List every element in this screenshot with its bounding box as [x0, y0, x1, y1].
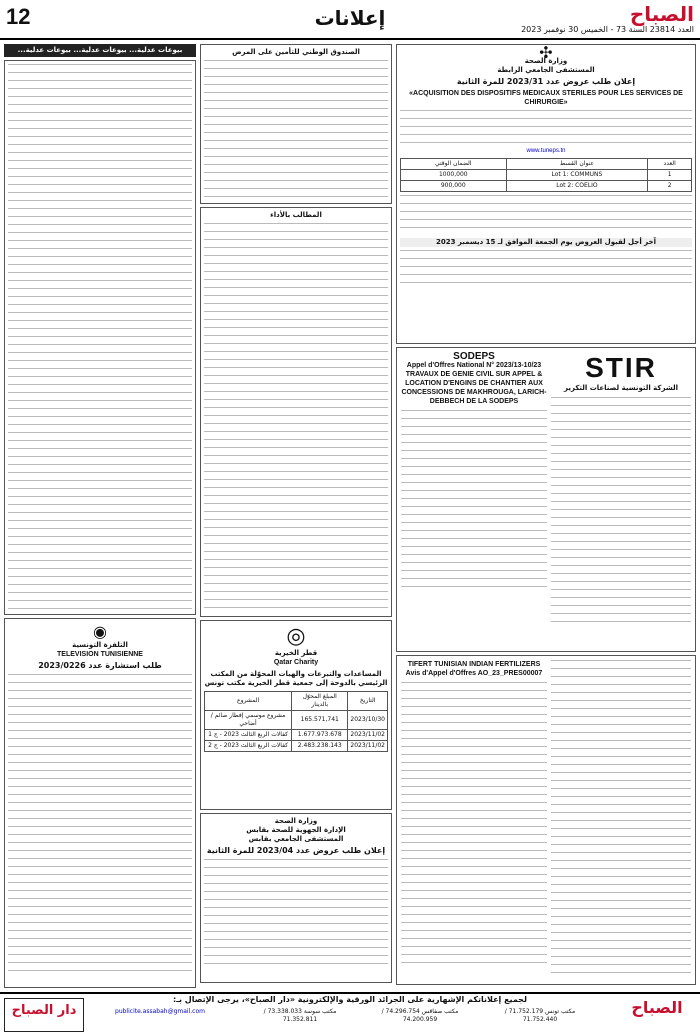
gabes-hospital: المستشفى الجامعي بقابس [248, 835, 344, 843]
tv-ad-title: طلب استشارة عدد 2023/0226 [38, 661, 162, 670]
qatar-cell: 2.483.238.143 [292, 741, 348, 752]
qatar-name-ar: قطر الخيرية [274, 649, 318, 657]
qatar-cell: 2023/11/02 [348, 730, 388, 741]
notice-block [551, 660, 691, 975]
table-row [205, 741, 388, 752]
lots-cell: 1 [648, 170, 692, 181]
table-row [205, 730, 388, 741]
judicial-sales-body [8, 64, 192, 609]
mid-ad-2-title: المطالب بالأداء [270, 211, 322, 219]
tv-ad [4, 618, 196, 988]
tifert-body [401, 682, 547, 967]
tuneps-link[interactable]: www.tuneps.tn [526, 148, 566, 154]
office-tunis: مكتب تونس 71.752.179 / 71.752.440 [504, 1008, 576, 1023]
assabah-footer-logo: الصباح [631, 998, 683, 1017]
mid-ad-2-body [204, 223, 388, 613]
page-number: 12 [6, 4, 31, 29]
lots-header-1: عنوان القسط [506, 159, 648, 170]
stir-name: الشركة التونسية لصناعات التكرير [563, 384, 678, 392]
ad-footer-text [400, 250, 692, 290]
dar-assabah-logo: دار الصباح [4, 998, 84, 1032]
qatar-cell: 165.571,741 [292, 711, 348, 730]
gabes-directorate: الإدارة الجهوية للصحة بقابس [246, 826, 346, 834]
column-left [4, 44, 196, 989]
table-row [401, 181, 692, 192]
lots-cell: Lot 1: COMMUNS [506, 170, 648, 181]
footer-email[interactable]: publicite.assabah@gmail.com [115, 1008, 205, 1015]
ad-conditions [400, 195, 692, 235]
sodeps-logo: SODEPS [453, 351, 495, 362]
tifert-title: TIFERT TUNISIAN INDIAN FERTILIZERS Avis d'Appel d'Offres AO_23_PRES00007 [405, 661, 543, 677]
gabes-ad-body [204, 859, 388, 964]
mid-ad-2 [200, 207, 392, 617]
sodeps-title: Appel d'Offres National N° 2023/13-10/23 TRAVAUX DE GENIE CIVIL SUR APPEL & LOCATION D'ENGINS DE CHANTIER AUX CONCESSIONS DE MAKHROUGA, LARICH-DEBBECH DE LA SODEPS [401, 362, 547, 405]
mid-ad-1 [200, 44, 392, 204]
gabes-ministry: وزارة الصحة [274, 817, 318, 825]
section-title: إعلانات [314, 6, 386, 30]
column-right [396, 44, 696, 989]
stir-body [551, 397, 691, 627]
stir-block [551, 352, 691, 627]
qatar-charity-ad [200, 620, 392, 810]
tifert-ad [396, 655, 696, 985]
stir-logo: STIR [585, 352, 657, 383]
tv-name-fr: TELEVISION TUNISIENNE [57, 651, 143, 658]
gabes-ad-title: إعلان طلب عروض عدد 2023/04 للمرة الثانية [206, 846, 386, 855]
office-sfax: مكتب صفاقس 74.296.754 / 74.200.959 [381, 1008, 459, 1023]
ad-body [400, 110, 692, 144]
qatar-header-2: المشروع [205, 692, 292, 711]
gabes-health-ad [200, 813, 392, 983]
table-row [205, 711, 388, 730]
lots-header-0: العدد [648, 159, 692, 170]
sodeps-block [401, 352, 547, 590]
table-row [401, 170, 692, 181]
tv-logo-icon: ◉ [93, 622, 107, 641]
qatar-cell: 2023/10/30 [348, 711, 388, 730]
qatar-table [204, 691, 388, 752]
tv-name: التلفزة التونسية [72, 641, 128, 649]
judicial-sales [4, 60, 196, 615]
qatar-cell: كفالات الربع الثالث 2023 - ج 1 [205, 730, 292, 741]
lots-cell: 1000,000 [401, 170, 507, 181]
qatar-cell: مشروع موسمي إفطار صائم / أضاحي [205, 711, 292, 730]
hospital-name: المستشفى الجامعي الرابطة [497, 66, 595, 74]
lots-cell: Lot 2: COELIO [506, 181, 648, 192]
health-ad [396, 44, 696, 344]
lots-table [400, 158, 692, 192]
ad-subject-fr: «ACQUISITION DES DISPOSITIFS MEDICAUX STERILES POUR LES SERVICES DE CHIRURGIE» [409, 90, 683, 106]
qatar-logo-icon: ◎ [286, 624, 306, 649]
office-sousse: مكتب سوسة 73.338.033 / 71.352.811 [263, 1008, 337, 1023]
qatar-header-0: التاريخ [348, 692, 388, 711]
qatar-headline: المساعدات والتبرعات والهبات المحوّلة من المكتب الرئيسي بالدوحة إلى جمعية قطر الخيرية مكتب تونس [204, 670, 388, 687]
notice-body [551, 660, 691, 975]
lots-cell: 900,000 [401, 181, 507, 192]
lots-cell: 2 [648, 181, 692, 192]
qatar-name-en: Qatar Charity [273, 659, 319, 666]
newspaper-logo: الصباح [629, 2, 694, 26]
org-name: وزارة الصحة [524, 57, 568, 65]
tifert-block [401, 660, 547, 967]
column-middle [200, 44, 392, 989]
qatar-cell: كفالات الربع الثالث 2023 - ج 2 [205, 741, 292, 752]
stir-ad [396, 347, 696, 652]
ministry-emblem-icon: ✣ [539, 44, 553, 62]
mid-ad-1-title: الصندوق الوطني للتأمين على المرض [232, 48, 360, 56]
mid-ad-1-body [204, 60, 388, 200]
issue-line: العدد 23814 السنة 73 - الخميس 30 نوفمبر 2023 [521, 25, 694, 34]
judicial-sales-banner: بيوعات عدلية... بيوعات عدلية... بيوعات عدلية... [4, 44, 196, 57]
lots-header-2: الضمان الوقتي [401, 159, 507, 170]
footer-slogan: لجميع إعلاناتكم الإشهارية على الجرائد الورقية والإلكترونية «دار الصباح»، يرجى الإتصال بـ: [173, 995, 527, 1004]
qatar-cell: 2023/11/02 [348, 741, 388, 752]
qatar-header-1: المبلغ المحوّل بالدينار [292, 692, 348, 711]
ad-deadline: آخر أجل لقبول العروض يوم الجمعة الموافق لـ 15 ديسمبر 2023 [400, 238, 692, 247]
qatar-cell: 1.677.973.678 [292, 730, 348, 741]
tv-ad-body [8, 674, 192, 974]
ad-title: إعلان طلب عروض عدد 2023/31 للمرة الثانية [456, 77, 636, 86]
sodeps-body [401, 410, 547, 590]
